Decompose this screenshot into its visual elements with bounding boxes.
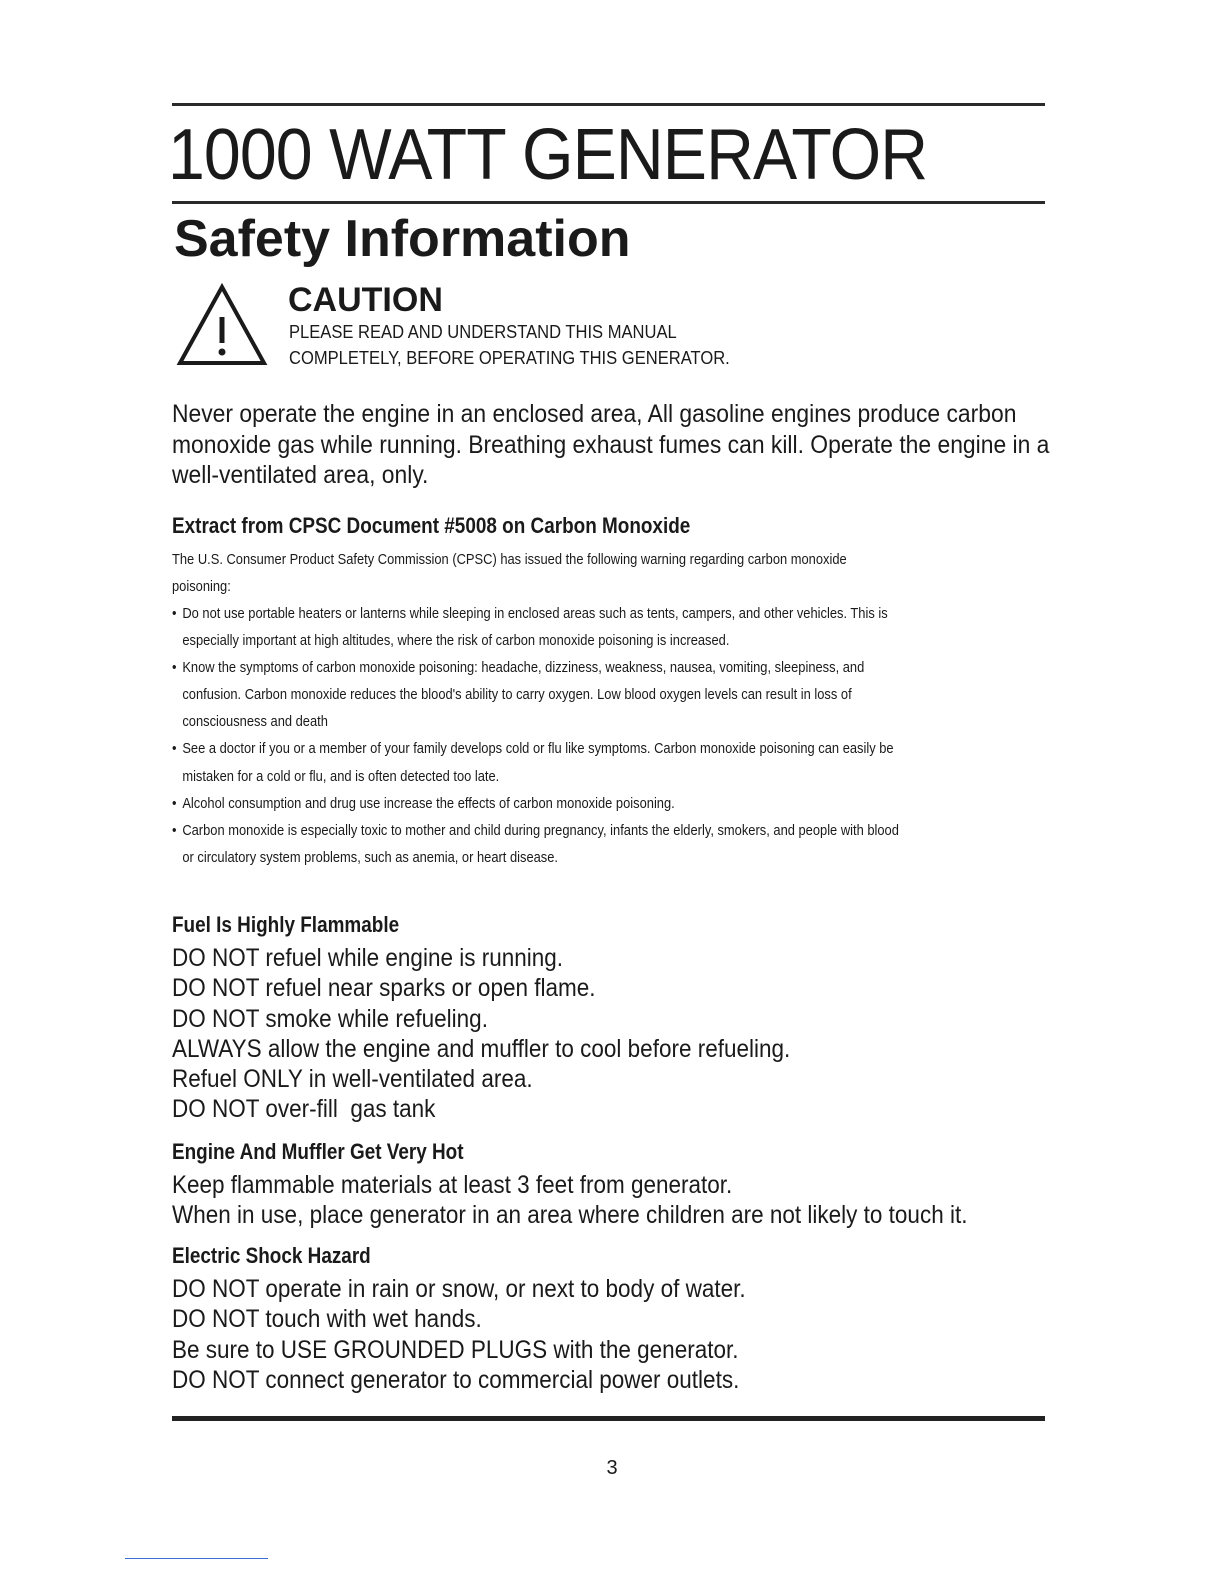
caution-line: PLEASE READ AND UNDERSTAND THIS MANUAL [289,322,677,342]
caution-heading: CAUTION [288,281,443,319]
list-item: DO NOT smoke while refueling. [172,1004,488,1033]
cpsc-intro: The U.S. Consumer Product Safety Commission (CPSC) has issued the following warning regarding carbon monoxide poisoning: [172,551,847,596]
list-item: • Know the symptoms of carbon monoxide poisoning: headache, dizziness, weakness, nausea, vomiting, sleepiness, and confusion. Carbon monoxide reduces the blood's ability to carry oxygen. Low blood oxygen levels can result in loss of consciousness and death [172,654,912,735]
list-item: DO NOT touch with wet hands. [172,1305,482,1334]
bottom-rule [172,1416,1045,1421]
list-item: DO NOT over-fill gas tank [172,1095,436,1124]
list-item: • Do not use portable heaters or lanterns while sleeping in enclosed areas such as tents, campers, and other vehicles. This is especially important at high altitudes, where the risk of carbon monoxide poisoning is increased. [172,600,912,654]
list-item: DO NOT refuel while engine is running. [172,944,564,972]
list-item: ALWAYS allow the engine and muffler to cool before refueling. [172,1034,791,1063]
footnote-divider [125,1558,268,1559]
fuel-list [172,943,790,1125]
list-item: Keep flammable materials at least 3 feet from generator. [172,1171,733,1199]
page-title: 1000 WATT GENERATOR [168,115,928,195]
hot-list [172,1170,967,1231]
fuel-heading: Fuel Is Highly Flammable [172,912,400,937]
list-item: • See a doctor if you or a member of your family develops cold or flu like symptoms. Carbon monoxide poisoning can easily be mistaken for a cold or flu, and is often detected too late. [172,735,912,789]
list-item: Refuel ONLY in well-ventilated area. [172,1065,533,1094]
page-number: 3 [606,1457,618,1479]
list-item: • Carbon monoxide is especially toxic to mother and child during pregnancy, infants the elderly, smokers, and people with blood or circulatory system problems, such as anemia, or heart disease. [172,817,912,871]
list-item: Be sure to USE GROUNDED PLUGS with the generator. [172,1335,739,1364]
caution-line: COMPLETELY, BEFORE OPERATING THIS GENERATOR. [289,348,730,368]
cpsc-heading: Extract from CPSC Document #5008 on Carbon Monoxide [172,513,691,538]
list-item: DO NOT refuel near sparks or open flame. [172,974,596,1003]
list-item: DO NOT connect generator to commercial power outlets. [172,1365,740,1394]
list-item: • Alcohol consumption and drug use increase the effects of carbon monoxide poisoning. [172,790,912,817]
shock-list [172,1274,746,1395]
intro-paragraph: Never operate the engine in an enclosed area, All gasoline engines produce carbon monoxide gas while running. Breathing exhaust fumes can kill. Operate the engine in a well-ventilated area, only. [172,400,1050,489]
list-item: When in use, place generator in an area where children are not likely to touch it. [172,1201,968,1230]
list-item: DO NOT operate in rain or snow, or next to body of water. [172,1275,746,1303]
warning-triangle-icon [176,283,268,367]
hot-heading: Engine And Muffler Get Very Hot [172,1139,464,1164]
section-title: Safety Information [174,210,631,268]
top-rule [172,103,1045,106]
shock-heading: Electric Shock Hazard [172,1243,371,1268]
cpsc-bullet-list [172,600,912,871]
title-rule [172,201,1045,204]
